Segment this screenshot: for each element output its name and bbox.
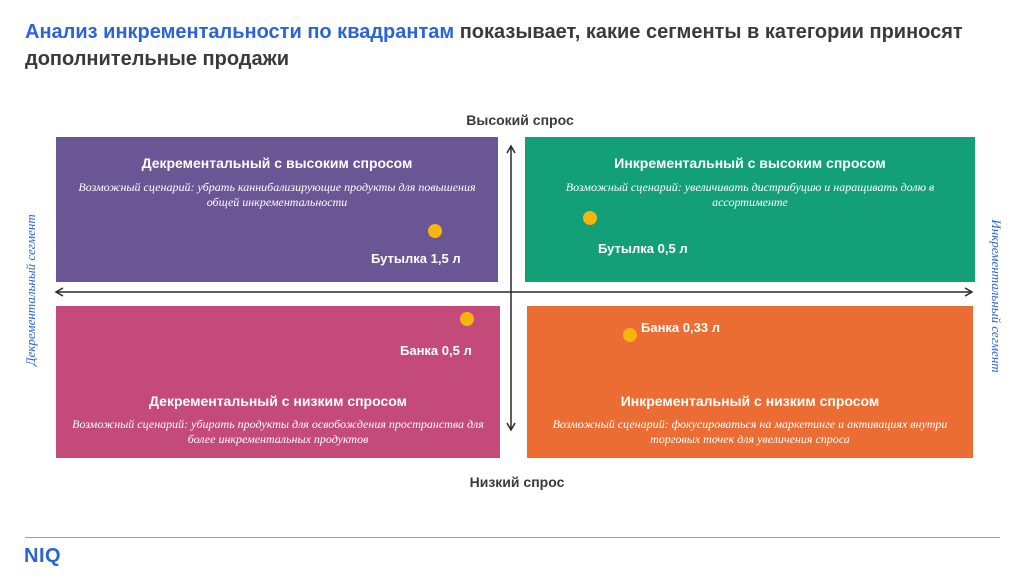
niq-logo: NIQ: [24, 545, 62, 567]
axis-label-decremental: Декрементальный сегмент: [23, 214, 38, 366]
point-can-0-5: [460, 312, 474, 326]
quadrant-title: Инкрементальный с высоким спросом: [614, 155, 886, 171]
quadrant-description: Возможный сценарий: убирать продукты для освобождения пространства для более инкрементальных продуктов: [72, 417, 484, 446]
page-title-accent: Анализ инкрементальности по квадрантам: [25, 21, 455, 43]
point-bottle-0-5: [583, 211, 597, 225]
axis-label-low-demand: Низкий спрос: [469, 474, 565, 490]
quadrant-title: Декрементальный с высоким спросом: [141, 155, 413, 171]
point-label: Банка 0,33 л: [641, 320, 720, 335]
point-bottle-1-5: [428, 224, 442, 238]
quadrant-title: Инкрементальный с низким спросом: [620, 393, 880, 409]
axis-label-incremental: Инкрементальный сегмент: [989, 219, 1004, 373]
point-label: Бутылка 0,5 л: [598, 241, 688, 256]
axis-label-high-demand: Высокий спрос: [466, 112, 574, 128]
quadrant-title: Декрементальный с низким спросом: [149, 393, 407, 409]
point-can-0-33: [623, 328, 637, 342]
quadrant-description: Возможный сценарий: фокусироваться на маркетинге и активациях внутри торговых точек для увеличения спроса: [552, 417, 948, 446]
quadrant-description: Возможный сценарий: убрать каннибализирующие продукты для повышения общей инкрементальности: [78, 180, 476, 209]
quadrant-description: Возможный сценарий: увеличивать дистрибуцию и наращивать долю в ассортименте: [565, 180, 935, 209]
point-label: Банка 0,5 л: [400, 343, 472, 358]
page-title-rest: показывает, какие сегменты в категории приносят дополнительные продажи: [25, 21, 963, 70]
footer-divider: [25, 537, 1000, 538]
point-label: Бутылка 1,5 л: [371, 251, 461, 266]
